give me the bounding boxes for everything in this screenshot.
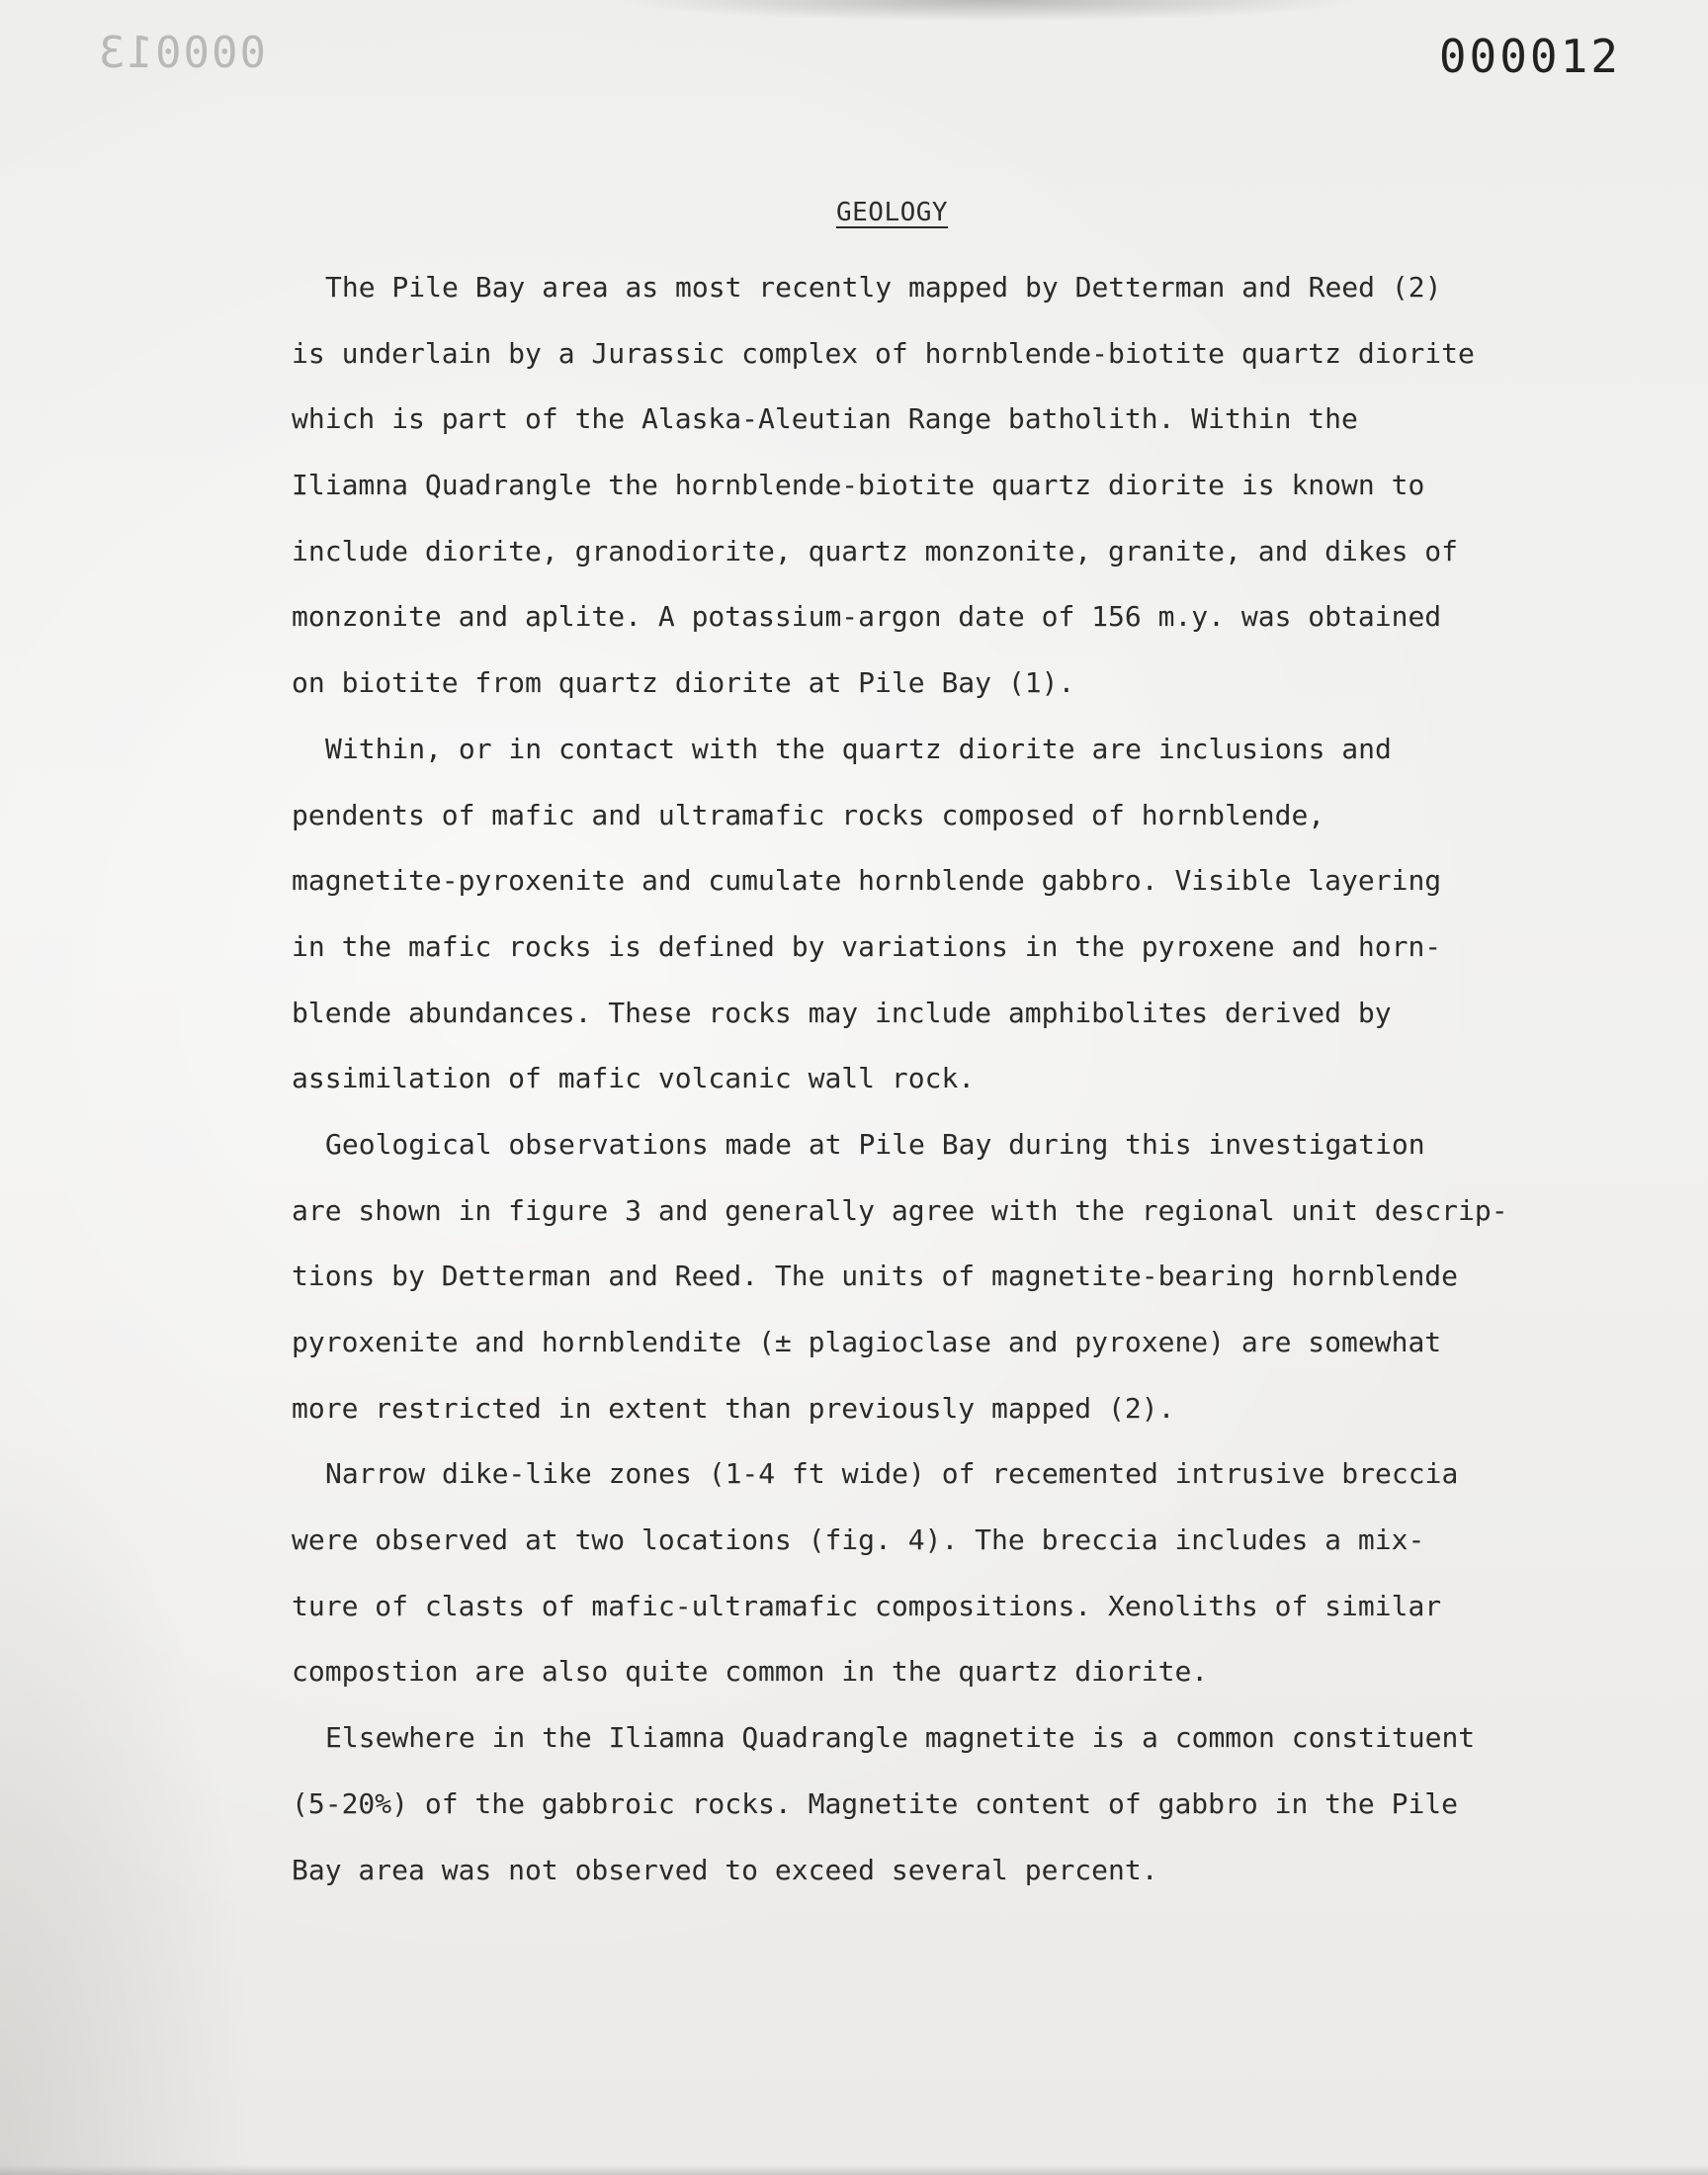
text-line: monzonite and aplite. A potassium-argon date of 156 m.y. was obtained (292, 600, 1442, 634)
text-line: more restricted in extent than previously mapped (2). (292, 1391, 1175, 1425)
text-line: pendents of mafic and ultramafic rocks composed of hornblende, (292, 798, 1325, 831)
text-line: Within, or in contact with the quartz diorite are inclusions and (325, 732, 1392, 765)
text-line: compostion are also quite common in the quartz diorite. (292, 1655, 1209, 1689)
text-line: (5-20%) of the gabbroic rocks. Magnetite content of gabbro in the Pile (292, 1786, 1459, 1820)
text-line: blende abundances. These rocks may include amphibolites derived by (292, 996, 1392, 1029)
scan-shadow-top (613, 0, 1364, 22)
section-heading: GEOLOGY (836, 198, 949, 227)
text-line: assimilation of mafic volcanic wall rock. (292, 1062, 976, 1095)
text-line: Iliamna Quadrangle the hornblende-biotite quartz diorite is known to (292, 469, 1425, 502)
text-line: The Pile Bay area as most recently mapped by Detterman and Reed (2) (325, 271, 1442, 304)
text-line: were observed at two locations (fig. 4). The breccia includes a mix- (292, 1523, 1425, 1557)
text-line: are shown in figure 3 and generally agree with the regional unit descrip- (292, 1193, 1508, 1227)
text-line: in the mafic rocks is defined by variations in the pyroxene and horn- (292, 929, 1442, 963)
text-line: on biotite from quartz diorite at Pile Bay (1). (292, 666, 1075, 700)
scan-edge-bottom (0, 2165, 1708, 2175)
text-line: is underlain by a Jurassic complex of hornblende-biotite quartz diorite (292, 336, 1475, 370)
text-line: which is part of the Alaska-Aleutian Range batholith. Within the (292, 402, 1358, 436)
bleed-through-page-number: 000013 (97, 28, 266, 78)
text-line: Bay area was not observed to exceed several percent. (292, 1853, 1158, 1886)
text-line: ture of clasts of mafic-ultramafic compositions. Xenoliths of similar (292, 1589, 1442, 1622)
scan-shadow-corner (0, 1384, 257, 2175)
text-line: include diorite, granodiorite, quartz monzonite, granite, and dikes of (292, 534, 1459, 567)
text-line: Geological observations made at Pile Bay during this investigation (325, 1127, 1425, 1161)
text-line: Narrow dike-like zones (1-4 ft wide) of recemented intrusive breccia (325, 1457, 1459, 1491)
text-line: magnetite-pyroxenite and cumulate hornblende gabbro. Visible layering (292, 864, 1442, 898)
text-line: pyroxenite and hornblendite (± plagioclase and pyroxene) are somewhat (292, 1326, 1442, 1358)
text-line: Elsewhere in the Iliamna Quadrangle magnetite is a common constituent (325, 1721, 1476, 1755)
body-text (292, 255, 1537, 1903)
page-number: 000012 (1438, 30, 1621, 83)
text-line: tions by Detterman and Reed. The units of magnetite-bearing hornblende (292, 1260, 1459, 1293)
